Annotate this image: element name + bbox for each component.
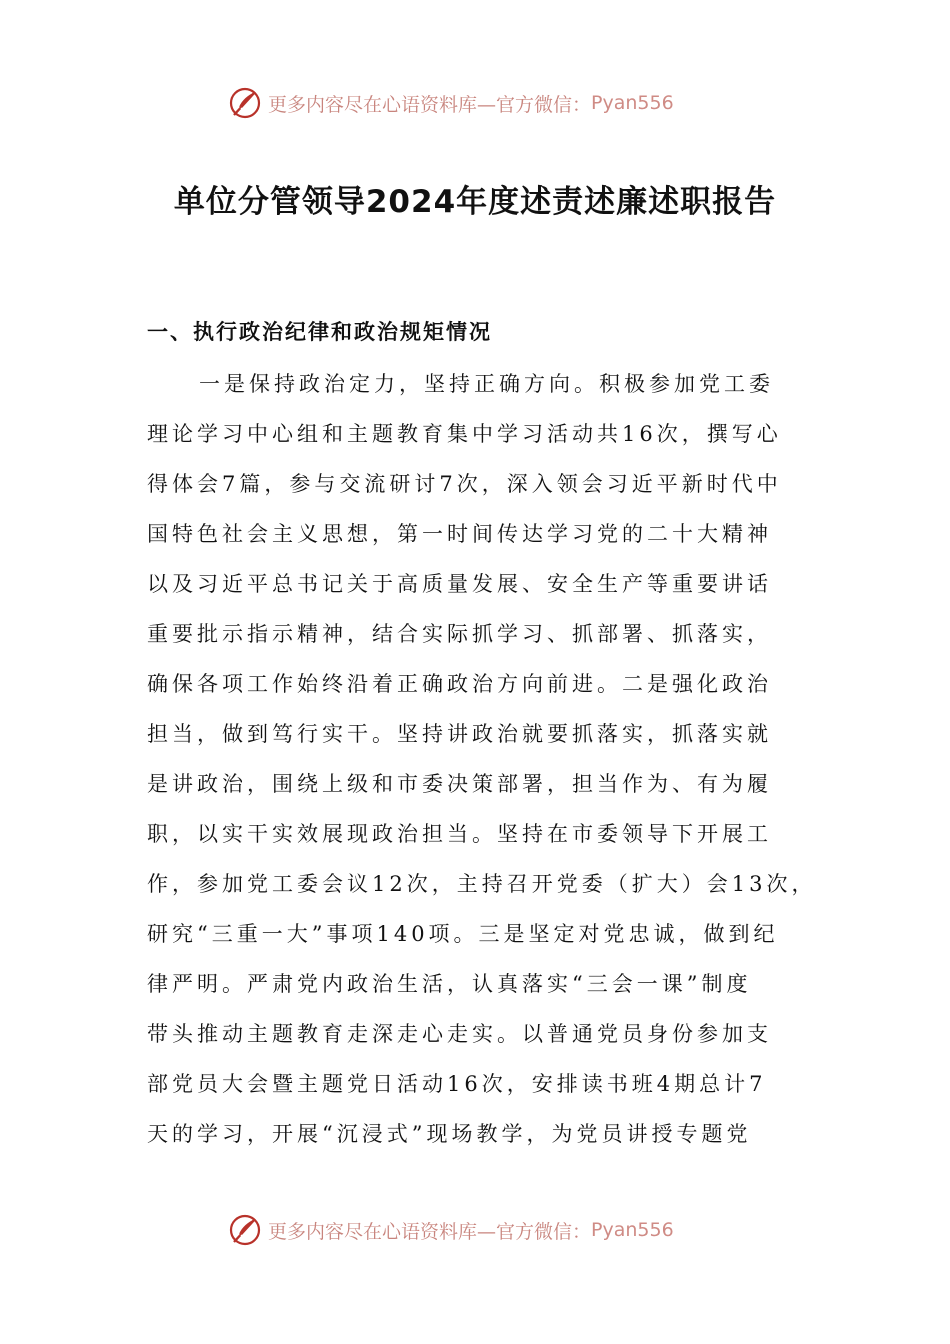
body-line: 研究“三重一大”事项140项。三是坚定对党忠诚，做到纪 (147, 922, 779, 946)
body-line: 一是保持政治定力，坚持正确方向。积极参加党工委 (199, 372, 774, 396)
quill-logo-icon (228, 86, 262, 120)
watermark-text: 更多内容尽在心语资料库—官方微信： (268, 1220, 592, 1243)
body-line: 重要批示指示精神，结合实际抓学习、抓部署、抓落实， (147, 622, 772, 646)
body-line: 理论学习中心组和主题教育集中学习活动共16次，撰写心 (147, 422, 782, 446)
header-watermark (228, 86, 674, 120)
document-title: 单位分管领导2024年度述责述廉述职报告 (173, 184, 777, 220)
body-line: 职，以实干实效展现政治担当。坚持在市委领导下开展工 (147, 822, 772, 846)
body-line: 作，参加党工委会议12次，主持召开党委（扩大）会13次， (147, 872, 817, 896)
watermark-text: 更多内容尽在心语资料库—官方微信： (268, 93, 592, 116)
body-line: 天的学习，开展“沉浸式”现场教学，为党员讲授专题党 (147, 1122, 752, 1146)
section-heading: 一、执行政治纪律和政治规矩情况 (147, 319, 492, 344)
body-text (147, 364, 817, 1164)
watermark-account: Pyan556 (591, 92, 674, 114)
watermark-account: Pyan556 (591, 1219, 674, 1241)
body-line: 以及习近平总书记关于高质量发展、安全生产等重要讲话 (147, 572, 772, 596)
body-line: 律严明。严肃党内政治生活，认真落实“三会一课”制度 (147, 972, 752, 996)
body-line: 国特色社会主义思想，第一时间传达学习党的二十大精神 (147, 522, 772, 546)
body-line: 担当，做到笃行实干。坚持讲政治就要抓落实，抓落实就 (147, 722, 772, 746)
body-line: 是讲政治，围绕上级和市委决策部署，担当作为、有为履 (147, 772, 772, 796)
body-line: 带头推动主题教育走深走心走实。以普通党员身份参加支 (147, 1022, 772, 1046)
quill-logo-icon (228, 1213, 262, 1247)
body-line: 确保各项工作始终沿着正确政治方向前进。二是强化政治 (147, 672, 772, 696)
body-line: 部党员大会暨主题党日活动16次，安排读书班4期总计7 (147, 1072, 767, 1096)
body-line: 得体会7篇，参与交流研讨7次，深入领会习近平新时代中 (147, 472, 782, 496)
footer-watermark (228, 1213, 674, 1247)
